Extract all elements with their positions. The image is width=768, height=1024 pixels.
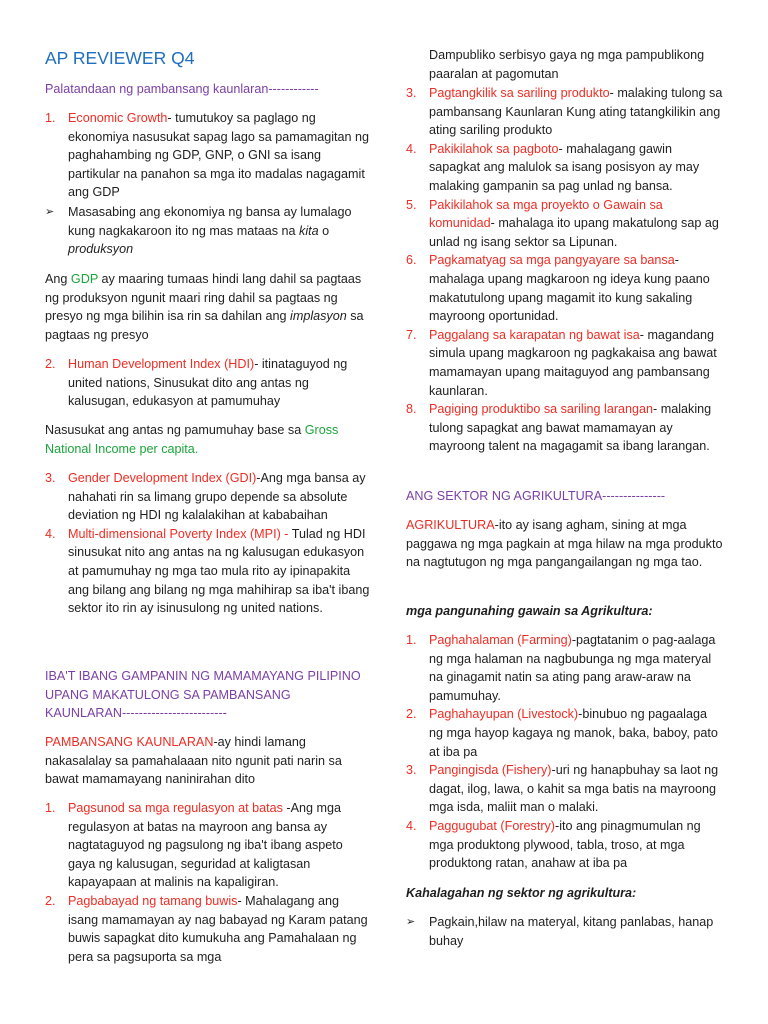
list-item (45, 799, 370, 892)
list-item (45, 109, 370, 202)
bullet-text: Pagkain,hilaw na materyal, kitang panlabas, hanap buhay (429, 915, 714, 948)
term-description: - malaking tulong sa pambansang Kaunlaran Kung ating tatangkilikin ang ating sariling produkto (429, 86, 723, 138)
list-number: 6. (406, 253, 417, 268)
term-description: -binubuo ng pagaalaga ng mga hayop kagaya ng manok, baka, baboy, pato at iba pa (429, 707, 718, 759)
section-heading-palatandaan: Palatandaan ng pambansang kaunlaran------------ (45, 82, 319, 96)
term-description: - Mahalagang ang isang mamamayan ay nag babayad ng Karam patang buwis sapagkat dito kumukuha ang Pamahalaan ng pera sa pagsuporta sa mga (68, 893, 368, 964)
term-komunidad: Pakikilahok sa mga proyekto o Gawain sa komunidad (429, 197, 663, 231)
term-produktibo: Pagiging produktibo sa sariling larangan (429, 402, 654, 417)
heading-pangunahing-gawain: mga pangunahing gawain sa Agrikultura: (406, 604, 653, 618)
term-pagkamatyag: Pagkamatyag sa mga pangyayare sa bansa (429, 253, 675, 268)
list-gampanin-1-2 (45, 799, 370, 966)
term-pagbabayad: Pagbabayad ng tamang buwis (68, 893, 238, 908)
list-number: 1. (45, 111, 56, 125)
emphasis-produksyon: produksyon (68, 242, 134, 257)
list-number: 8. (406, 402, 417, 417)
paragraph-gdp (45, 270, 370, 344)
bullet-text: Masasabing ang ekonomiya ng bansa ay lumalago kung nagkakaroon ito ng mas mataas na (68, 205, 352, 238)
left-column (45, 0, 370, 964)
list-item (406, 761, 724, 817)
term-description: -Ang mga regulasyon at batas na mayroon ang bansa ay nagtataguyod ng pagsulong ng iba't ibang aspeto gaya ng kalusugan, seguridad at kaligtasan kapayapaan at malinis na kapaligiran. (68, 801, 343, 890)
heading-kahalagahan: Kahalagahan ng sektor ng agrikultura: (406, 886, 637, 900)
term-fishery: Pangingisda (Fishery) (429, 763, 552, 778)
term-pagsunod: Pagsunod sa mga regulasyon at batas (68, 801, 283, 815)
list-gampanin-3-8 (406, 84, 724, 456)
term-farming: Paghahalaman (Farming) (429, 633, 572, 647)
term-agrikultura: AGRIKULTURA (406, 518, 495, 532)
list-item (45, 525, 370, 618)
section-heading-agrikultura: ANG SEKTOR NG AGRIKULTURA--------------- (406, 489, 666, 503)
section-heading-gampanin: IBA'T IBANG GAMPANIN NG MAMAMAYANG PILIPINO UPANG MAKATULONG SA PAMBANSANG KAUNLARAN------------------------- (45, 669, 361, 721)
bullet-economic-growth (45, 203, 370, 259)
list-number: 1. (406, 633, 417, 647)
list-item (406, 84, 724, 140)
paragraph-gni (45, 421, 370, 458)
list-item (406, 251, 724, 325)
list-gawain-agrikultura (406, 631, 724, 873)
list-number: 2. (45, 893, 56, 908)
list-number: 3. (406, 763, 417, 778)
term-gdi: Gender Development Index (GDI) (68, 471, 257, 485)
list-gdi-mpi (45, 469, 370, 618)
term-description: -Ang mga bansa ay nahahati rin sa limang grupo depende sa absolute deviation ng HDI ng kalalakihan at kababaihan (68, 471, 366, 523)
paragraph-text: Nasusukat ang antas ng pamumuhay base sa (45, 423, 305, 437)
term-description: - malaking tulong sapagkat ang bawat mamamayan ay mayroong talent na magagamit sa ibang larangan. (429, 402, 712, 454)
term-description: - mahalaga upang magkaroon ng ideya kung paano makatutulong upang magamit ito kung sakaling mayroong oportunidad. (429, 253, 710, 324)
term-hdi: Human Development Index (HDI) (68, 357, 255, 371)
bullet-kahalagahan (406, 913, 724, 950)
term-gni: Gross National Income per capita. (45, 423, 339, 456)
term-economic-growth: Economic Growth (68, 111, 168, 125)
term-description: -pagtatanim o pag-aalaga ng mga halaman na nagbubunga ng mga materyal na ginagamit natin sa ating pang araw-araw na pamumuhay. (429, 633, 716, 703)
term-description: Tulad ng HDI sinusukat nito ang antas na ng kalusugan edukasyon at pamumuhay ng mga tao mula rito ay ipinapakita ang bilang ang bilang ng mga mahihirap sa iba't ibang sektor ito rin ay isinusulong ng united nations. (68, 526, 370, 616)
paragraph-pambansang-kaunlaran (45, 733, 370, 789)
list-item (45, 892, 370, 966)
term-description: - itinataguyod ng united nations, Sinusukat dito ang antas ng kalusugan, edukasyon at pamumuhay (68, 357, 348, 409)
paragraph-text: -ay hindi lamang nakasalalay sa pamahalaaan nito ngunit pati narin sa bawat mamamayang naninirahan dito (45, 735, 342, 787)
paragraph-text: ay maaring tumaas hindi lang dahil sa pagtaas ng produksyon ngunit maari ring dahil sa pagtaas ng presyo ng mga bilihin isa rin sa dahilan ang (45, 272, 362, 324)
list-number: 4. (406, 818, 417, 833)
list-item (406, 817, 724, 873)
list-number: 3. (45, 471, 56, 485)
list-item (406, 326, 724, 400)
term-pambansang-kaunlaran: PAMBANSANG KAUNLARAN (45, 735, 214, 749)
list-number: 3. (406, 86, 417, 100)
paragraph-agrikultura (406, 516, 724, 572)
list-number: 1. (45, 801, 56, 815)
term-description: - magandang simula upang magkaroon ng pagkakaisa ang bawat mamamayan upang maitaguyod ang pambansang kaunlaran. (429, 327, 717, 398)
list-number: 4. (406, 141, 417, 156)
list-item (45, 469, 370, 525)
list-number: 2. (406, 707, 417, 722)
list-item (406, 631, 724, 705)
emphasis-kita: kita (299, 223, 319, 238)
list-number: 4. (45, 526, 56, 541)
term-mpi: Multi-dimensional Poverty Index (MPI) - (68, 526, 289, 541)
list-item (406, 400, 724, 456)
paragraph-text: Ang (45, 272, 71, 286)
arrow-bullet-icon: ➢ (406, 916, 416, 928)
emphasis-implasyon: implasyon (290, 309, 347, 324)
list-economic-growth (45, 109, 370, 202)
term-pagboto: Pakikilahok sa pagboto (429, 141, 559, 156)
term-pagtangkilik: Pagtangkilik sa sariling produkto (429, 86, 610, 100)
paragraph-text: sa pagtaas ng presyo (45, 309, 364, 342)
term-description: - mahalagang gawin sapagkat ang malulok sa isang posisyon ay may malaking gampanin sa pag unlad ng bansa. (429, 141, 700, 193)
term-description: -ito ang pinagmumulan ng mga produktong plywood, tabla, troso, at mga produktong ratan, anahaw at iba pa (429, 818, 701, 871)
term-forestry: Paggugubat (Forestry) (429, 818, 555, 833)
list-hdi (45, 355, 370, 411)
bullet-text-mid: o (318, 223, 330, 238)
arrow-bullet-icon: ➢ (45, 206, 55, 218)
term-description: -uri ng hanapbuhay sa laot ng dagat, ilog, lawa, o kahit sa mga batis na mayroong mga isda, maliit man o malaki. (429, 763, 719, 815)
term-description: - tumutukoy sa paglago ng ekonomiya nasusukat sapag lago sa pamamagitan ng paghahambing ng GDP, GNP, o GNI sa isang partikular na panahon sa mga ito madalas nagagamit ang GDP (68, 111, 370, 200)
list-item (45, 355, 370, 411)
document-title: AP REVIEWER Q4 (45, 48, 195, 68)
continued-text: Dampubliko serbisyo gaya ng mga pampublikong paaralan at pagomutan (429, 48, 705, 81)
paragraph-text: -ito ay isang agham, sining at mga paggawa ng mga pagkain at mga hilaw na mga produkto na nagtutugon ng mga pangangailangan ng mga tao. (406, 518, 723, 570)
term-livestock: Paghahayupan (Livestock) (429, 707, 579, 722)
list-item (406, 705, 724, 761)
list-number: 7. (406, 327, 417, 342)
list-item (406, 196, 724, 252)
list-number: 5. (406, 197, 417, 212)
term-description: - mahalaga ito upang makatulong sap ag unlad ng isang sektor sa Lipunan. (429, 216, 719, 249)
term-gdp: GDP (70, 272, 98, 286)
list-item (406, 140, 724, 196)
list-number: 2. (45, 357, 56, 371)
term-paggalang: Paggalang sa karapatan ng bawat isa (429, 327, 640, 342)
right-column (406, 0, 724, 948)
